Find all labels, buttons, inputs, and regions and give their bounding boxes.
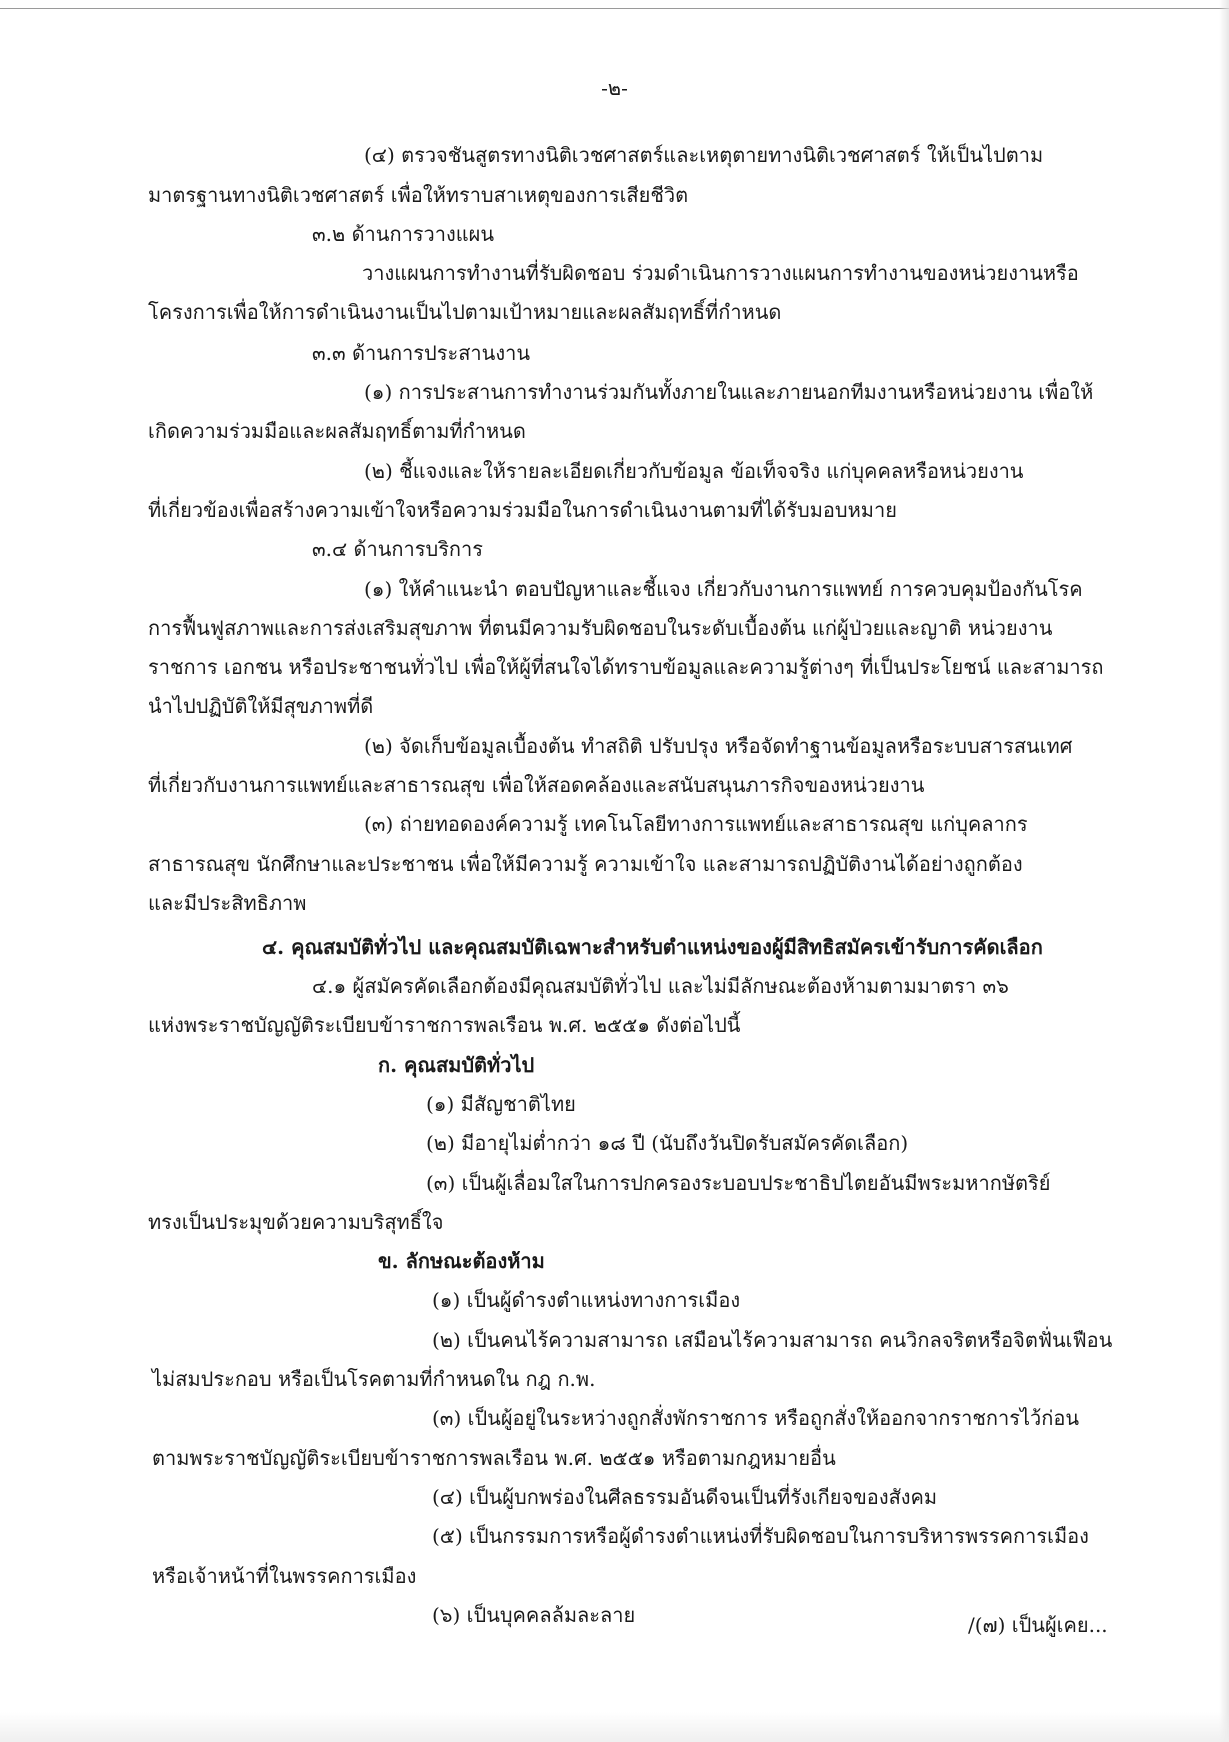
paragraph-line: ที่เกี่ยวกับงานการแพทย์และสาธารณสุข เพื่อให้สอดคล้องและสนับสนุนภารกิจของหน่วยงาน [148,773,925,797]
paragraph-line: โครงการเพื่อให้การดำเนินงานเป็นไปตามเป้าหมายและผลสัมฤทธิ์ที่กำหนด [148,300,782,324]
paragraph-line: ตามพระราชบัญญัติระเบียบข้าราชการพลเรือน พ.ศ. ๒๕๕๑ หรือตามกฎหมายอื่น [152,1446,836,1470]
section-heading: ๓.๒ ด้านการวางแผน [312,222,495,246]
paragraph-line: ทรงเป็นประมุขด้วยความบริสุทธิ์ใจ [148,1210,444,1234]
paragraph-line: มาตรฐานทางนิติเวชศาสตร์ เพื่อให้ทราบสาเหตุของการเสียชีวิต [148,183,689,207]
paragraph-line: การฟื้นฟูสภาพและการส่งเสริมสุขภาพ ที่ตนมีความรับผิดชอบในระดับเบื้องต้น แก่ผู้ป่วยและญาติ หน่วยงาน [148,616,1053,640]
paragraph-line: เกิดความร่วมมือและผลสัมฤทธิ์ตามที่กำหนด [148,419,526,443]
paragraph-line: ราชการ เอกชน หรือประชาชนทั่วไป เพื่อให้ผู้ที่สนใจได้ทราบข้อมูลและความรู้ต่างๆ ที่เป็นประโยชน์ และสามารถ [148,655,1104,679]
section-heading: ๓.๔ ด้านการบริการ [312,537,484,561]
list-item: (๒) เป็นคนไร้ความสามารถ เสมือนไร้ความสามารถ คนวิกลจริตหรือจิตฟั่นเฟือน [432,1328,1113,1352]
top-rule [0,8,1229,9]
list-item: (๓) เป็นผู้อยู่ในระหว่างถูกสั่งพักราชการ หรือถูกสั่งให้ออกจากราชการไว้ก่อน [432,1406,1080,1430]
paragraph-line: (๒) จัดเก็บข้อมูลเบื้องต้น ทำสถิติ ปรับปรุง หรือจัดทำฐานข้อมูลหรือระบบสารสนเทศ [364,734,1073,758]
page-number: -๒- [601,76,628,100]
paragraph-line: หรือเจ้าหน้าที่ในพรรคการเมือง [152,1564,417,1588]
paragraph-line: (๑) ให้คำแนะนำ ตอบปัญหาและชี้แจง เกี่ยวกับงานการแพทย์ การควบคุมป้องกันโรค [364,577,1083,601]
paragraph-line: ที่เกี่ยวข้องเพื่อสร้างความเข้าใจหรือความร่วมมือในการดำเนินงานตามที่ได้รับมอบหมาย [148,498,897,522]
subsection-heading: ก. คุณสมบัติทั่วไป [378,1053,535,1077]
paragraph-line: วางแผนการทำงานที่รับผิดชอบ ร่วมดำเนินการวางแผนการทำงานของหน่วยงานหรือ [362,261,1079,285]
paragraph-line: นำไปปฏิบัติให้มีสุขภาพที่ดี [148,694,374,718]
list-item: (๑) เป็นผู้ดำรงตำแหน่งทางการเมือง [432,1288,741,1312]
continuation-note: /(๗) เป็นผู้เคย... [968,1613,1108,1637]
paragraph-line: สาธารณสุข นักศึกษาและประชาชน เพื่อให้มีความรู้ ความเข้าใจ และสามารถปฏิบัติงานได้อย่างถูกต้อง [148,852,1023,876]
paragraph-line: แห่งพระราชบัญญัติระเบียบข้าราชการพลเรือน พ.ศ. ๒๕๕๑ ดังต่อไปนี้ [148,1013,741,1037]
paragraph-line: (๔) ตรวจชันสูตรทางนิติเวชศาสตร์และเหตุตายทางนิติเวชศาสตร์ ให้เป็นไปตาม [364,143,1044,167]
subsection-heading: ข. ลักษณะต้องห้าม [378,1249,545,1273]
paragraph-line: (๑) การประสานการทำงานร่วมกันทั้งภายในและภายนอกทีมงานหรือหน่วยงาน เพื่อให้ [364,380,1094,404]
section-heading: ๓.๓ ด้านการประสานงาน [312,341,530,365]
paragraph-line: ๔.๑ ผู้สมัครคัดเลือกต้องมีคุณสมบัติทั่วไป และไม่มีลักษณะต้องห้ามตามมาตรา ๓๖ [312,974,1009,998]
list-item: (๔) เป็นผู้บกพร่องในศีลธรรมอันดีจนเป็นที่รังเกียจของสังคม [432,1485,938,1509]
paragraph-line: (๒) ชี้แจงและให้รายละเอียดเกี่ยวกับข้อมูล ข้อเท็จจริง แก่บุคคลหรือหน่วยงาน [364,459,1024,483]
page-bottom-shadow [0,1712,1229,1742]
paragraph-line: ไม่สมประกอบ หรือเป็นโรคตามที่กำหนดใน กฎ ก.พ. [152,1367,596,1391]
list-item: (๓) เป็นผู้เลื่อมใสในการปกครองระบอบประชาธิปไตยอันมีพระมหากษัตริย์ [426,1171,1051,1195]
list-item: (๖) เป็นบุคคลล้มละลาย [432,1603,636,1627]
list-item: (๑) มีสัญชาติไทย [426,1092,576,1116]
section-heading-bold: ๔. คุณสมบัติทั่วไป และคุณสมบัติเฉพาะสำหรับตำแหน่งของผู้มีสิทธิสมัครเข้ารับการคัดเลือก [262,935,1043,959]
list-item: (๕) เป็นกรรมการหรือผู้ดำรงตำแหน่งที่รับผิดชอบในการบริหารพรรคการเมือง [432,1524,1089,1548]
page-edge-shadow [1219,0,1229,1742]
paragraph-line: (๓) ถ่ายทอดองค์ความรู้ เทคโนโลยีทางการแพทย์และสาธารณสุข แก่บุคลากร [364,812,1028,836]
paragraph-line: และมีประสิทธิภาพ [148,891,307,915]
list-item: (๒) มีอายุไม่ต่ำกว่า ๑๘ ปี (นับถึงวันปิดรับสมัครคัดเลือก) [426,1131,909,1155]
